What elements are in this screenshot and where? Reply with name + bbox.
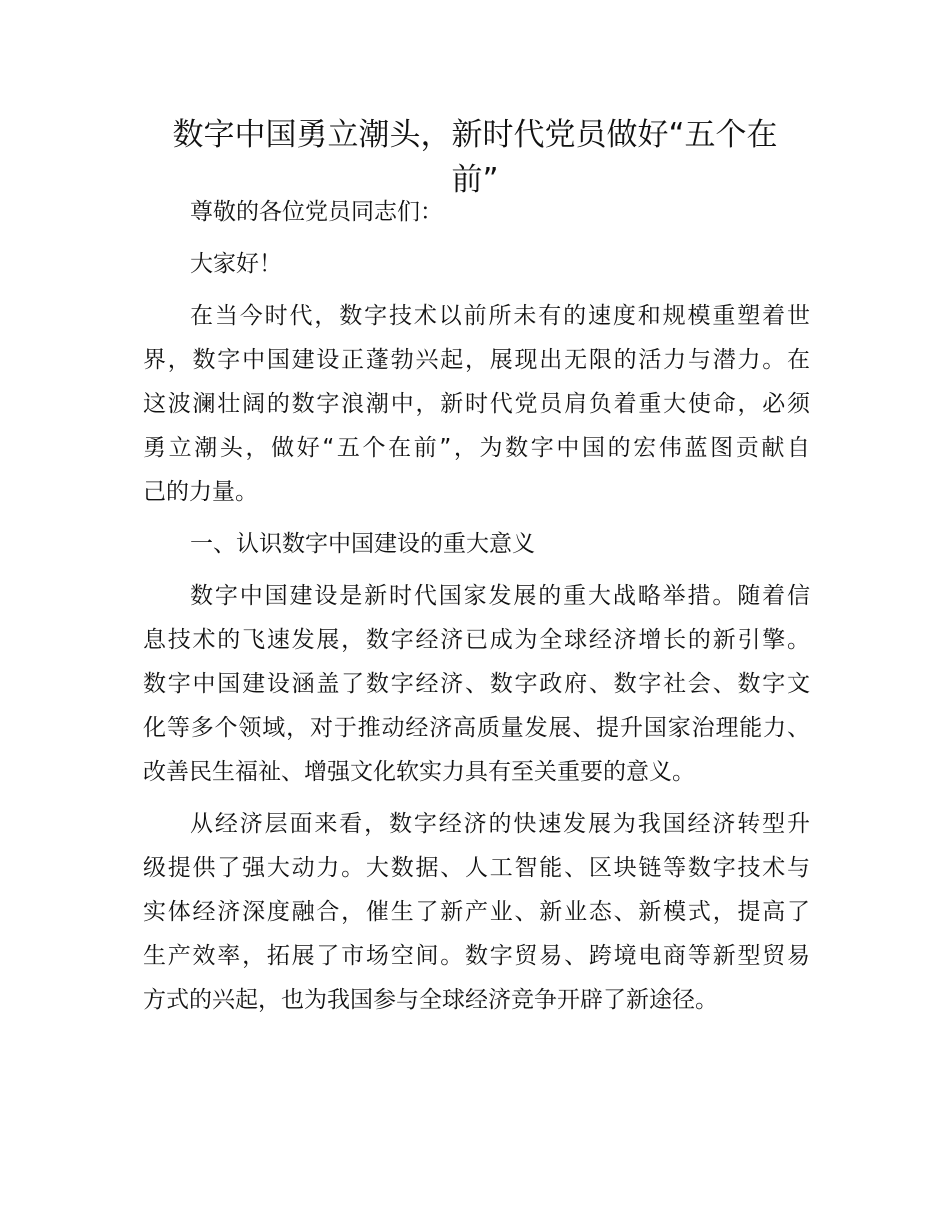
document-title-line-1: 数字中国勇立潮头，新时代党员做好“五个在: [172, 117, 778, 153]
paragraph-line: 界，数字中国建设正蓬勃兴起，展现出无限的活力与潜力。在: [143, 347, 810, 373]
paragraph-line: 数字中国建设是新时代国家发展的重大战略举措。随着信: [190, 583, 810, 609]
paragraph-line: 化等多个领域，对于推动经济高质量发展、提升国家治理能力、: [143, 715, 810, 741]
paragraph-line: 方式的兴起，也为我国参与全球经济竞争开辟了新途径。: [143, 987, 718, 1013]
paragraph-line: 生产效率，拓展了市场空间。数字贸易、跨境电商等新型贸易: [143, 943, 810, 969]
paragraph-line: 勇立潮头，做好“五个在前”，为数字中国的宏伟蓝图贡献自: [143, 435, 810, 461]
paragraph-line: 息技术的飞速发展，数字经济已成为全球经济增长的新引擎。: [143, 627, 810, 653]
paragraph: [143, 242, 810, 286]
paragraph-line: 这波澜壮阔的数字浪潮中，新时代党员肩负着重大使命，必须: [143, 391, 810, 417]
paragraph: [143, 294, 810, 514]
paragraph: [143, 574, 810, 794]
document-title-line-2: 前”: [451, 162, 499, 198]
paragraph: [143, 802, 810, 1022]
paragraph-line: 从经济层面来看，数字经济的快速发展为我国经济转型升: [190, 811, 810, 837]
paragraph: [143, 522, 810, 566]
document-body: [143, 190, 810, 1030]
paragraph-line: 改善民生福祉、增强文化软实力具有至关重要的意义。: [143, 759, 695, 785]
paragraph-line: 级提供了强大动力。大数据、人工智能、区块链等数字技术与: [143, 855, 810, 881]
paragraph-line: 己的力量。: [143, 479, 258, 505]
paragraph-line: 大家好！: [190, 251, 282, 277]
paragraph: [143, 190, 810, 234]
paragraph-line: 尊敬的各位党员同志们：: [190, 199, 443, 225]
paragraph-line: 在当今时代，数字技术以前所未有的速度和规模重塑着世: [190, 303, 810, 329]
paragraph-line: 一、认识数字中国建设的重大意义: [190, 531, 535, 557]
paragraph-line: 数字中国建设涵盖了数字经济、数字政府、数字社会、数字文: [143, 671, 810, 697]
paragraph-line: 实体经济深度融合，催生了新产业、新业态、新模式，提高了: [143, 899, 810, 925]
